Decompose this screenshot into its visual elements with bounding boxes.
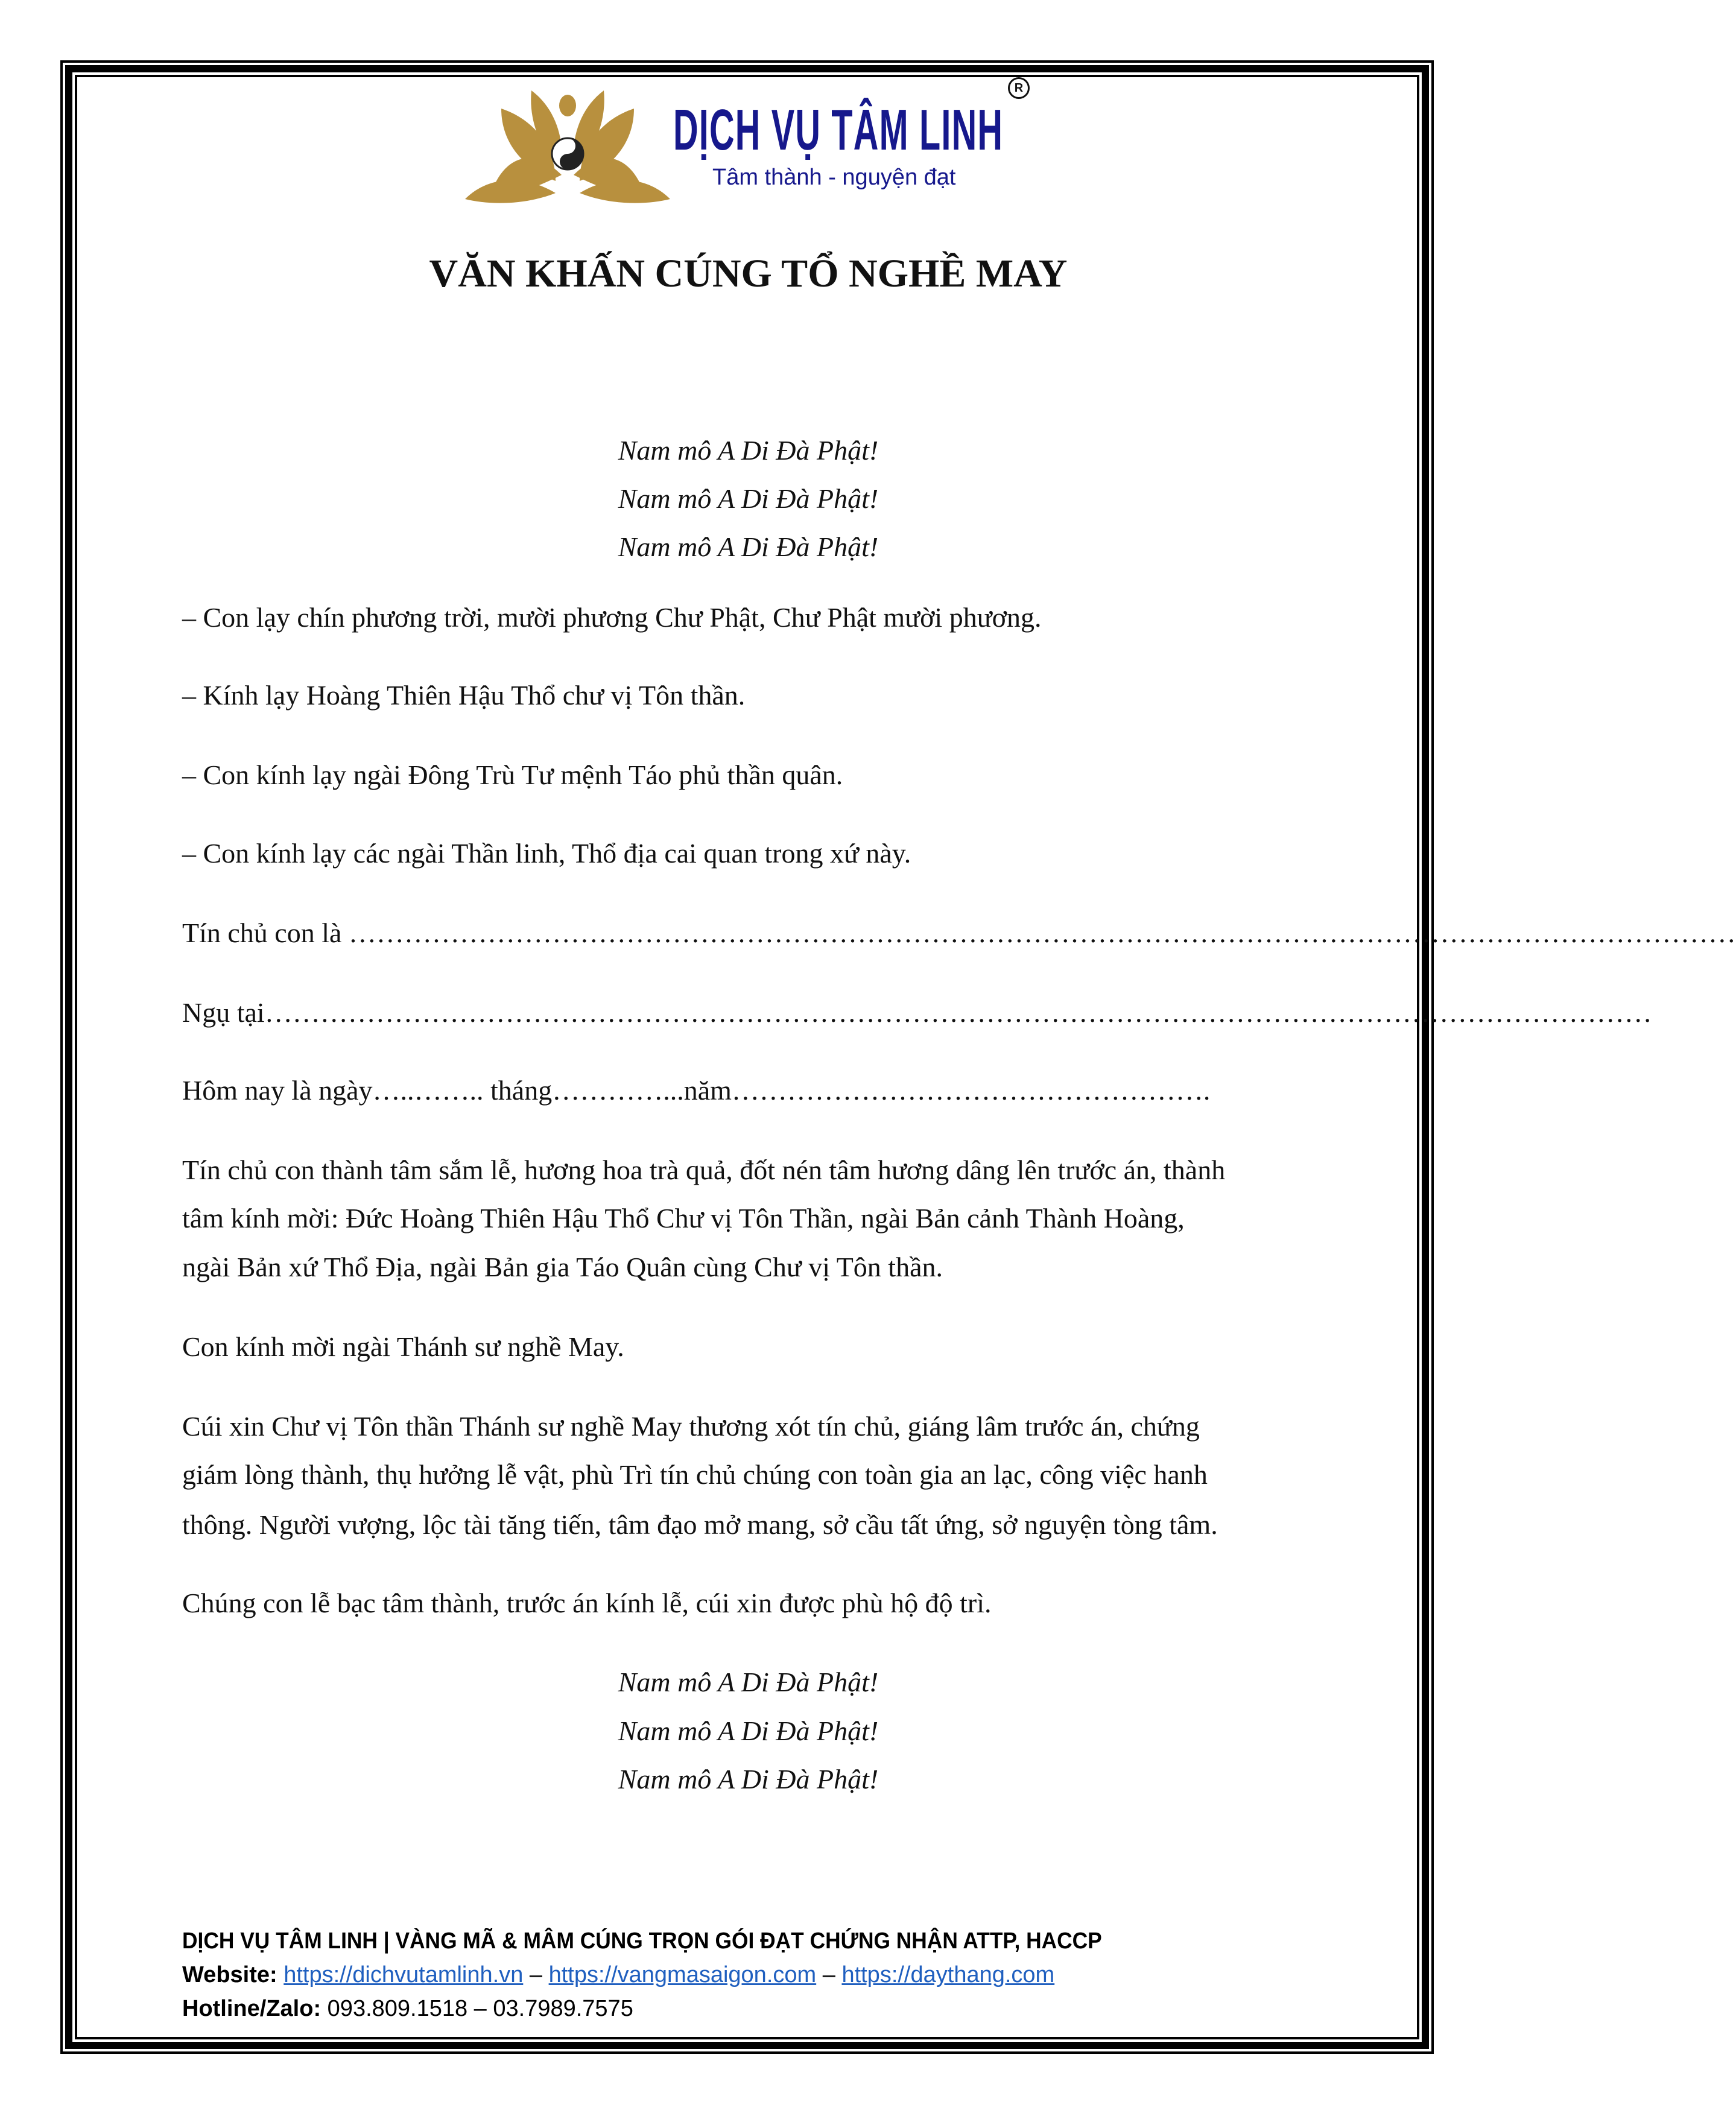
footer-hotline <box>182 1994 633 2024</box>
separator: – <box>822 1962 835 1988</box>
paragraph-line: giám lòng thành, thụ hưởng lễ vật, phù Trì tín chủ chúng con toàn gia an lạc, công việc hanh <box>182 1459 1208 1490</box>
logo-slogan: Tâm thành - nguyện đạt <box>712 165 956 190</box>
link-daythang[interactable]: https://daythang.com <box>841 1962 1055 1988</box>
address-dots: …………………………………………………………………………………………………………………………………… <box>264 997 1652 1028</box>
link-vangmasaigon[interactable]: https://vangmasaigon.com <box>548 1962 817 1988</box>
invocation-line: Nam mô A Di Đà Phật! <box>618 531 879 562</box>
paragraph-line: thông. Người vượng, lộc tài tăng tiến, tâm đạo mở mang, sở cầu tất ứng, sở nguyện tòng tâm. <box>182 1509 1218 1540</box>
hotline-numbers: 093.809.1518 – 03.7989.7575 <box>327 1996 633 2021</box>
separator: – <box>529 1962 543 1988</box>
closing-line: Nam mô A Di Đà Phật! <box>618 1715 879 1746</box>
invocation-line: Nam mô A Di Đà Phật! <box>618 483 879 514</box>
hotline-label: Hotline/Zalo: <box>182 1996 322 2021</box>
paragraph-line: ngài Bản xứ Thổ Địa, ngài Bản gia Táo Quân cùng Chư vị Tôn thần. <box>182 1252 943 1282</box>
page-title: VĂN KHẤN CÚNG TỔ NGHỀ MAY <box>429 252 1068 296</box>
lotus-icon <box>465 84 670 205</box>
paragraph-line: Con kính mời ngài Thánh sư nghề May. <box>182 1331 624 1362</box>
logo-brand: DỊCH VỤ TÂM LINH <box>673 98 1004 162</box>
address-label: Ngụ tại <box>182 997 265 1028</box>
closing-line: Nam mô A Di Đà Phật! <box>618 1764 879 1794</box>
address-field <box>182 995 1652 1031</box>
footer-website <box>182 1960 1054 1990</box>
website-label: Website: <box>182 1962 277 1988</box>
footer-tagline: DỊCH VỤ TÂM LINH | VÀNG MÃ & MÂM CÚNG TRỌN GÓI ĐẠT CHỨNG NHẬN ATTP, HACCP <box>182 1928 1102 1954</box>
name-field <box>182 915 1736 951</box>
link-dichvutamlinh[interactable]: https://dichvutamlinh.vn <box>284 1962 524 1988</box>
greeting-line: – Con kính lạy ngài Đông Trù Tư mệnh Táo phủ thần quân. <box>182 759 843 790</box>
paragraph-line: tâm kính mời: Đức Hoàng Thiên Hậu Thổ Chư vị Tôn Thần, ngài Bản cảnh Thành Hoàng, <box>182 1203 1185 1234</box>
greeting-line: – Kính lạy Hoàng Thiên Hậu Thổ chư vị Tôn thần. <box>182 680 746 711</box>
invocation-line: Nam mô A Di Đà Phật! <box>618 435 879 466</box>
logo <box>465 81 1032 205</box>
registered-icon: R <box>1008 77 1030 99</box>
name-dots: …………………………………………………………………………………………………………………………………… <box>348 917 1736 948</box>
greeting-line: – Con kính lạy các ngài Thần linh, Thổ địa cai quan trong xứ này. <box>182 838 911 869</box>
date-field: Hôm nay là ngày…..…….. tháng…………...năm……………………………………………. <box>182 1075 1211 1106</box>
greeting-line: – Con lạy chín phương trời, mười phương Chư Phật, Chư Phật mười phương. <box>182 602 1042 633</box>
paragraph-line: Tín chủ con thành tâm sắm lễ, hương hoa trà quả, đốt nén tâm hương dâng lên trước án, thành <box>182 1155 1226 1185</box>
name-label: Tín chủ con là <box>182 917 349 948</box>
closing-line: Nam mô A Di Đà Phật! <box>618 1667 879 1697</box>
paragraph-line: Cúi xin Chư vị Tôn thần Thánh sư nghề May thương xót tín chủ, giáng lâm trước án, chứng <box>182 1411 1200 1442</box>
paragraph-line: Chúng con lễ bạc tâm thành, trước án kính lễ, cúi xin được phù hộ độ trì. <box>182 1588 992 1618</box>
